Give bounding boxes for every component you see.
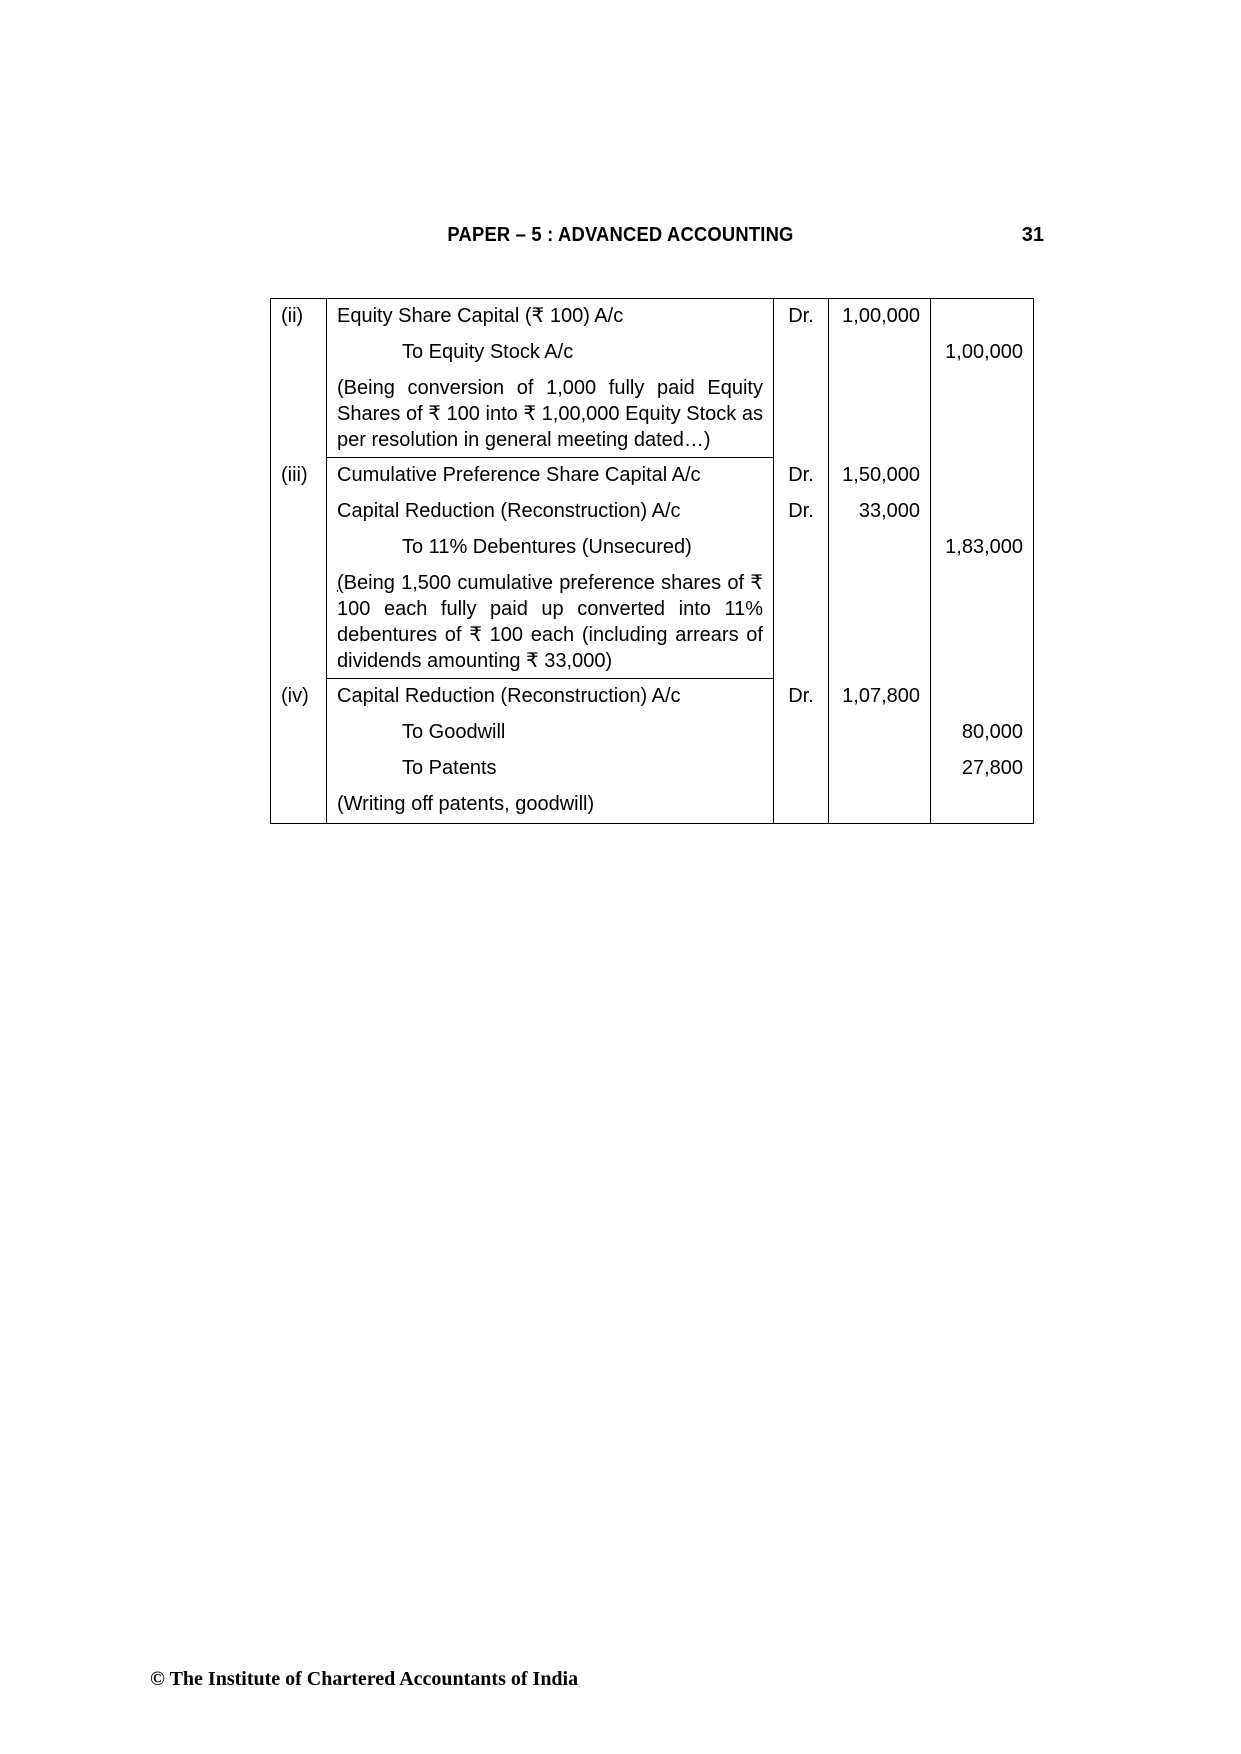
particulars: Capital Reduction (Reconstruction) A/c — [327, 679, 774, 716]
dr-marker — [774, 335, 829, 371]
debit-amount: 1,00,000 — [829, 299, 931, 336]
entry-number: (iv) — [271, 679, 327, 716]
dr-marker: Dr. — [774, 458, 829, 495]
dr-marker — [774, 530, 829, 566]
narration: (Being conversion of 1,000 fully paid Equity Shares of ₹ 100 into ₹ 1,00,000 Equity Stock as per resolution in general meeting dated…) — [327, 371, 774, 458]
particulars: To Patents — [327, 751, 774, 787]
page-title: PAPER – 5 : ADVANCED ACCOUNTING — [447, 224, 794, 246]
table-row — [271, 299, 1034, 336]
debit-amount — [829, 530, 931, 566]
table-row — [271, 751, 1034, 787]
table-row — [271, 715, 1034, 751]
particulars: Equity Share Capital (₹ 100) A/c — [327, 299, 774, 336]
dr-marker — [774, 751, 829, 787]
table-row — [271, 787, 1034, 824]
credit-amount — [931, 458, 1034, 495]
debit-amount — [829, 751, 931, 787]
debit-amount — [829, 335, 931, 371]
credit-amount — [931, 679, 1034, 716]
narration — [327, 566, 774, 679]
debit-amount: 1,50,000 — [829, 458, 931, 495]
debit-amount: 33,000 — [829, 494, 931, 530]
particulars: To 11% Debentures (Unsecured) — [327, 530, 774, 566]
narration-open-paren: ( — [337, 572, 344, 594]
debit-amount — [829, 715, 931, 751]
table-row — [271, 458, 1034, 495]
particulars: To Goodwill — [327, 715, 774, 751]
credit-amount — [931, 299, 1034, 336]
dr-marker — [774, 715, 829, 751]
page-number: 31 — [1021, 224, 1044, 246]
credit-amount: 80,000 — [931, 715, 1034, 751]
credit-amount: 1,00,000 — [931, 335, 1034, 371]
entry-number: (iii) — [271, 458, 327, 495]
credit-amount — [931, 494, 1034, 530]
debit-amount: 1,07,800 — [829, 679, 931, 716]
table-row — [271, 530, 1034, 566]
page-header — [0, 224, 1241, 254]
table-row — [271, 566, 1034, 679]
dr-marker: Dr. — [774, 494, 829, 530]
particulars: To Equity Stock A/c — [327, 335, 774, 371]
journal-entries-table — [270, 298, 1034, 824]
credit-amount: 27,800 — [931, 751, 1034, 787]
narration-text: Being 1,500 cumulative preference shares of ₹ 100 each fully paid up converted into 11% debentures of ₹ 100 each (including arrears of dividends amounting ₹ 33,000) — [337, 572, 763, 672]
dr-marker: Dr. — [774, 679, 829, 716]
credit-amount: 1,83,000 — [931, 530, 1034, 566]
table-row — [271, 679, 1034, 716]
table-row — [271, 335, 1034, 371]
table-row — [271, 494, 1034, 530]
particulars: Cumulative Preference Share Capital A/c — [327, 458, 774, 495]
table-row — [271, 371, 1034, 458]
entry-number: (ii) — [271, 299, 327, 336]
particulars: Capital Reduction (Reconstruction) A/c — [327, 494, 774, 530]
narration: (Writing off patents, goodwill) — [327, 787, 774, 824]
footer-copyright: © The Institute of Chartered Accountants of India — [150, 1668, 579, 1690]
dr-marker: Dr. — [774, 299, 829, 336]
